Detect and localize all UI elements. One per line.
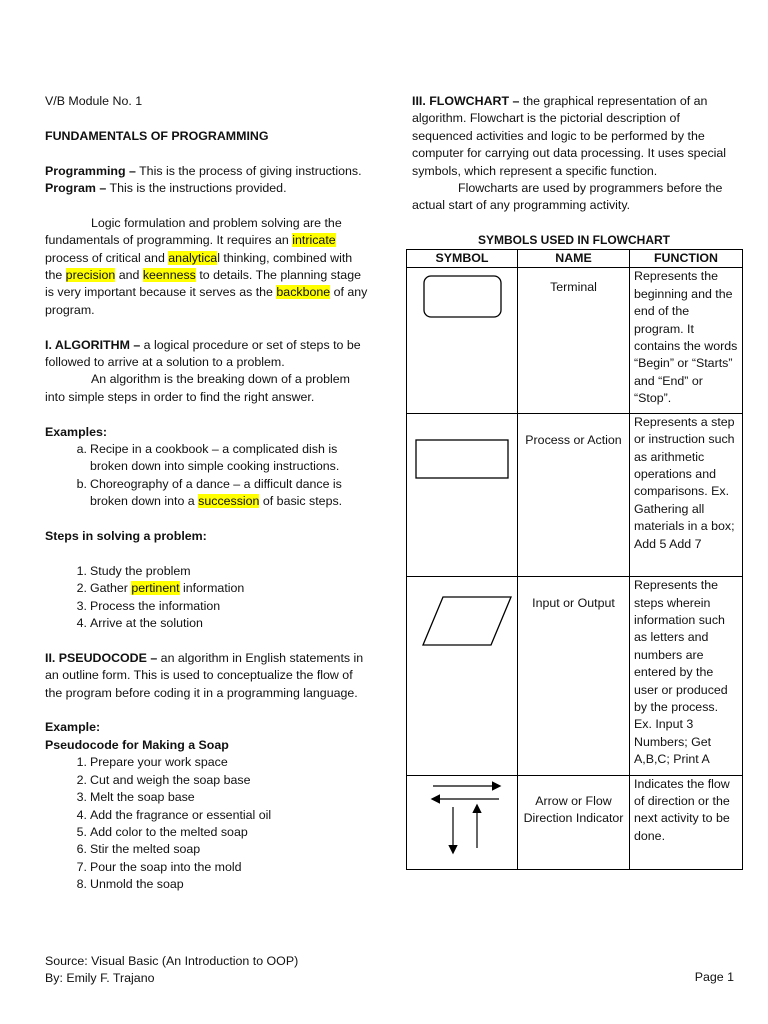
highlight-word: pertinent	[131, 581, 180, 596]
list-marker: 2.	[76, 581, 87, 596]
pseudocode-list	[45, 754, 370, 893]
list-item	[45, 615, 370, 632]
column-header: SYMBOL	[407, 250, 518, 268]
highlight-word: succession	[198, 494, 260, 509]
list-text: Arrive at the solution	[90, 616, 203, 631]
footer-author: By: Emily F. Trajano	[45, 971, 155, 985]
symbol-function: Represents the beginning and the end of the program. It contains the words “Begin” or “Starts” and “End” or “Stop”.	[630, 268, 743, 413]
list-text: Study the problem	[90, 563, 191, 578]
list-text: Recipe in a cookbook – a complicated dish is broken down into simple cooking instructions.	[90, 442, 340, 474]
intro-paragraph	[45, 215, 370, 319]
intro-text: Logic formulation and problem solving are the fundamentals of programming. It requires an	[45, 215, 342, 248]
flowchart-term: III. FLOWCHART –	[412, 94, 520, 108]
list-item	[45, 859, 370, 876]
list-marker: 3.	[76, 598, 87, 613]
examples-label: Examples:	[45, 424, 107, 439]
programming-term: Programming –	[45, 163, 136, 178]
intro-text: process of critical and	[45, 250, 169, 265]
programming-definition	[45, 163, 370, 180]
pseudocode-def: an algorithm in English statements in an outline form. This is used to conceptualize the flow of the program before coding it in a programming language.	[45, 650, 364, 700]
algorithm-definition	[45, 337, 370, 372]
symbol-name: Terminal	[518, 268, 630, 413]
list-marker: 7.	[76, 859, 87, 874]
symbols-table	[406, 249, 743, 870]
list-text: Prepare your work space	[90, 755, 228, 770]
list-marker: 3.	[76, 790, 87, 805]
highlight-word: backbone	[276, 285, 331, 300]
footer	[45, 953, 298, 987]
list-marker: b.	[76, 476, 87, 491]
page-heading: FUNDAMENTALS OF PROGRAMMING	[45, 128, 269, 143]
table-row	[407, 775, 743, 869]
example-text: of basic steps.	[259, 494, 343, 509]
list-text: Add color to the melted soap	[90, 824, 248, 839]
programming-def: This is the process of giving instructions.	[139, 163, 362, 178]
table-row	[407, 413, 743, 576]
list-text: Add the fragrance or essential oil	[90, 807, 272, 822]
highlight-word: keenness	[142, 268, 196, 283]
list-item	[45, 563, 370, 580]
list-text: Stir the melted soap	[90, 842, 201, 857]
step-text: information	[179, 581, 245, 596]
program-def: This is the instructions provided.	[109, 181, 287, 195]
examples-list	[45, 441, 370, 511]
example-label: Example:	[45, 720, 101, 735]
list-marker: 1.	[76, 755, 87, 770]
footer-source: Source: Visual Basic (An Introduction to OOP)	[45, 954, 299, 968]
left-column	[45, 93, 370, 894]
process-rectangle-icon	[411, 414, 522, 571]
algorithm-def: a logical procedure or set of steps to be followed to arrive at a solution to a problem.	[45, 337, 361, 370]
list-marker: 2.	[76, 772, 87, 787]
list-item	[45, 841, 370, 858]
algorithm-term: I. ALGORITHM –	[45, 337, 141, 352]
intro-text: to details. The planning stage is very important because it serves as the	[45, 268, 361, 300]
list-item	[45, 754, 370, 771]
list-marker: 1.	[76, 563, 87, 578]
list-item	[45, 789, 370, 806]
list-item	[45, 476, 370, 511]
program-definition	[45, 180, 370, 197]
flowchart-def: the graphical representation of an algorithm. Flowchart is the pictorial description of sequenced activities and logic to be performed by the computer for carrying out data processing. It uses special symbols, which represent a specific function.	[412, 94, 727, 178]
highlight-word: precision	[65, 268, 116, 283]
list-item	[45, 598, 370, 615]
terminal-symbol	[407, 268, 518, 413]
arrow-symbol	[407, 775, 518, 869]
example-title: Pseudocode for Making a Soap	[45, 737, 229, 752]
list-marker: 5.	[76, 824, 87, 839]
right-column	[412, 93, 742, 215]
list-item	[45, 876, 370, 893]
list-item	[45, 772, 370, 789]
column-header: FUNCTION	[630, 250, 743, 268]
pseudocode-term: II. PSEUDOCODE –	[45, 650, 158, 665]
intro-text: l thinking, combined with the	[45, 250, 353, 283]
table-header-row	[407, 250, 743, 268]
symbol-function: Indicates the flow of direction or the next activity to be done.	[630, 775, 743, 869]
list-item	[45, 580, 370, 597]
symbol-name: Arrow or Flow Direction Indicator	[518, 775, 630, 869]
list-item	[45, 824, 370, 841]
parallelogram-icon	[411, 577, 522, 769]
list-text: Pour the soap into the mold	[90, 859, 242, 874]
symbol-name: Input or Output	[518, 577, 630, 775]
flowchart-definition	[412, 93, 742, 180]
flowchart-paragraph: Flowcharts are used by programmers before the actual start of any programming activity.	[412, 181, 723, 213]
list-text: Melt the soap base	[90, 790, 195, 805]
flow-arrows-icon	[411, 776, 522, 864]
list-marker: 4.	[76, 616, 87, 631]
page-number: Page 1	[694, 970, 734, 984]
symbol-function: Represents the steps wherein information such as letters and numbers are entered by the user or produced by the process. Ex. Input 3 Numbers; Get A,B,C; Print A	[630, 577, 743, 775]
algorithm-paragraph: An algorithm is the breaking down of a problem into simple steps in order to find the right answer.	[45, 372, 350, 404]
process-symbol	[407, 413, 518, 576]
intro-text: and	[115, 268, 143, 283]
steps-list	[45, 563, 370, 633]
list-text: Cut and weigh the soap base	[90, 772, 251, 787]
terminal-shape-icon	[411, 268, 522, 407]
intro-text: of any program.	[45, 285, 368, 317]
list-marker: 6.	[76, 842, 87, 857]
list-item	[45, 807, 370, 824]
list-text: Process the information	[90, 598, 221, 613]
list-text: Unmold the soap	[90, 877, 184, 892]
module-title: V/B Module No. 1	[45, 94, 143, 108]
list-marker: 8.	[76, 877, 87, 892]
table-caption: SYMBOLS USED IN FLOWCHART	[478, 233, 670, 247]
highlight-word: analytica	[168, 250, 218, 265]
step-text: Gather	[90, 581, 132, 596]
list-text	[90, 580, 370, 597]
example-text: Choreography of a dance – a difficult dance is broken down into a	[90, 476, 342, 509]
table-row	[407, 577, 743, 775]
input-output-symbol	[407, 577, 518, 775]
pseudocode-definition	[45, 650, 370, 702]
list-item	[45, 441, 370, 476]
symbol-function: Represents a step or instruction such as arithmetic operations and comparisons. Ex. Gathering all materials in a box; Add 5 Add 7	[630, 413, 743, 576]
list-marker: a.	[76, 442, 87, 457]
list-text	[90, 476, 370, 511]
steps-label: Steps in solving a problem:	[45, 529, 207, 544]
column-header: NAME	[518, 250, 630, 268]
table-row	[407, 268, 743, 413]
list-marker: 4.	[76, 807, 87, 822]
highlight-word: intricate	[292, 233, 336, 248]
program-term: Program –	[45, 181, 107, 195]
symbol-name: Process or Action	[518, 413, 630, 576]
